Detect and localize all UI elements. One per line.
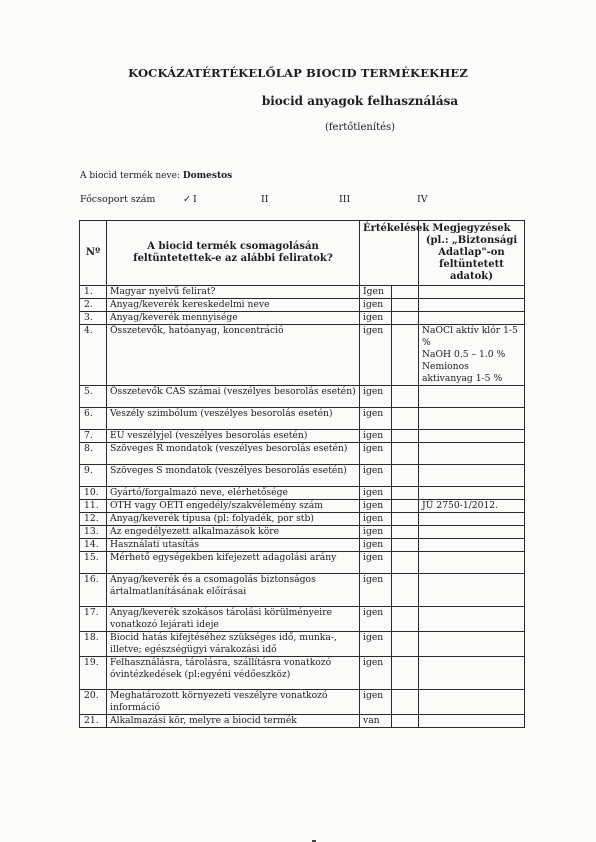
row-question: Anyag/keverék típusa (pl: folyadék, por stb) [107, 513, 360, 526]
row-extra-cell [392, 299, 419, 312]
row-question: Meghatározott környezeti veszélyre vonatkozó információ [107, 690, 360, 715]
table-row [80, 325, 525, 386]
row-remarks [419, 632, 525, 657]
row-remarks [419, 690, 525, 715]
row-remarks [419, 715, 525, 728]
table-row [80, 465, 525, 487]
row-number: 14. [80, 539, 107, 552]
row-evaluation: igen [360, 513, 392, 526]
row-question: Anyag/keverék kereskedelmi neve [107, 299, 360, 312]
row-number: 6. [80, 408, 107, 430]
table-row [80, 500, 525, 513]
row-extra-cell [392, 443, 419, 465]
product-name: Domestos [182, 171, 233, 181]
row-extra-cell [392, 430, 419, 443]
row-evaluation: igen [360, 325, 392, 386]
row-remarks [419, 574, 525, 607]
row-extra-cell [392, 690, 419, 715]
row-number: 19. [80, 657, 107, 690]
group-option-ii: II [261, 194, 269, 205]
row-question: Összetevők, hatóanyag, koncentráció [107, 325, 360, 386]
row-evaluation: igen [360, 574, 392, 607]
table-row [80, 286, 525, 299]
row-evaluation: igen [360, 465, 392, 487]
group-option-i: I [193, 194, 197, 205]
row-number: 15. [80, 552, 107, 574]
row-evaluation: igen [360, 408, 392, 430]
row-remarks [419, 443, 525, 465]
row-question: Magyar nyelvű felirat? [107, 286, 360, 299]
group-option-iv: IV [417, 194, 428, 205]
row-question: Használati utasítás [107, 539, 360, 552]
row-extra-cell [392, 465, 419, 487]
row-evaluation: igen [360, 690, 392, 715]
row-remarks [419, 513, 525, 526]
row-remarks [419, 657, 525, 690]
row-evaluation: van [360, 715, 392, 728]
row-number: 9. [80, 465, 107, 487]
row-question: Felhasználásra, tárolásra, szállításra vonatkozó óvintézkedések (pl:egyéni védőeszköz) [107, 657, 360, 690]
table-row [80, 443, 525, 465]
row-number: 11. [80, 500, 107, 513]
row-number: 2. [80, 299, 107, 312]
row-evaluation: igen [360, 657, 392, 690]
table-row [80, 299, 525, 312]
row-remarks [419, 539, 525, 552]
row-remarks: NaOCl aktív klór 1-5 % NaOH 0.5 – 1.0 % Nemionos aktivanyag 1-5 % [419, 325, 525, 386]
document-title: KOCKÁZATÉRTÉKELŐLAP BIOCID TERMÉKEKHEZ [128, 66, 468, 80]
row-extra-cell [392, 386, 419, 408]
row-remarks [419, 299, 525, 312]
row-question: Az engedélyezett alkalmazások köre [107, 526, 360, 539]
row-number: 16. [80, 574, 107, 607]
group-option-iii: III [339, 194, 351, 205]
row-extra-cell [392, 325, 419, 386]
table-row [80, 657, 525, 690]
row-number: 10. [80, 487, 107, 500]
evaluation-table [79, 220, 525, 728]
row-evaluation: igen [360, 607, 392, 632]
table-row [80, 539, 525, 552]
row-number: 12. [80, 513, 107, 526]
header-question: A biocid termék csomagolásán feltüntetettek-e az alábbi feliratok? [107, 221, 360, 286]
row-number: 17. [80, 607, 107, 632]
row-extra-cell [392, 526, 419, 539]
row-extra-cell [392, 487, 419, 500]
row-evaluation: igen [360, 539, 392, 552]
row-evaluation: igen [360, 632, 392, 657]
row-remarks [419, 386, 525, 408]
row-question: Anyag/keverék és a csomagolás biztonságos ártalmatlanításának előírásai [107, 574, 360, 607]
row-number: 5. [80, 386, 107, 408]
product-label: A biocid termék neve: [80, 171, 180, 181]
row-question: Szöveges S mondatok (veszélyes besorolás esetén) [107, 465, 360, 487]
table-row [80, 715, 525, 728]
check-mark-icon: ✓ [183, 194, 191, 205]
row-remarks [419, 408, 525, 430]
row-question: Összetevők CAS számai (veszélyes besorolás esetén) [107, 386, 360, 408]
document-parenthetical: (fertőtlenítés) [324, 122, 396, 133]
row-question: Anyag/keverék mennyisége [107, 312, 360, 325]
row-question: EU veszélyjel (veszélyes besorolás esetén) [107, 430, 360, 443]
row-number: 1. [80, 286, 107, 299]
row-number: 18. [80, 632, 107, 657]
row-extra-cell [392, 574, 419, 607]
table-row [80, 513, 525, 526]
main-group-row [80, 194, 520, 208]
row-question: Alkalmazási kör, melyre a biocid termék [107, 715, 360, 728]
row-evaluation: igen [360, 526, 392, 539]
header-evaluation: Értékelések [360, 221, 419, 286]
table-row [80, 552, 525, 574]
row-extra-cell [392, 286, 419, 299]
row-evaluation: Igen [360, 286, 392, 299]
row-extra-cell [392, 312, 419, 325]
row-remarks [419, 487, 525, 500]
row-question: Szöveges R mondatok (veszélyes besorolás esetén) [107, 443, 360, 465]
row-remarks [419, 607, 525, 632]
table-header-row [80, 221, 525, 286]
row-question: Biocid hatás kifejtéséhez szükséges idő, munka-, illetve; egészségügyi várakozási idő [107, 632, 360, 657]
row-question: Gyártó/forgalmazó neve, elérhetősége [107, 487, 360, 500]
header-number: Nº [80, 221, 107, 286]
table-row [80, 487, 525, 500]
document-subtitle: biocid anyagok felhasználása [261, 94, 459, 108]
row-evaluation: igen [360, 552, 392, 574]
table-row [80, 312, 525, 325]
row-evaluation: igen [360, 386, 392, 408]
row-extra-cell [392, 657, 419, 690]
row-number: 7. [80, 430, 107, 443]
row-question: OTH vagy OÉTI engedély/szakvélemény szám [107, 500, 360, 513]
row-evaluation: igen [360, 500, 392, 513]
row-extra-cell [392, 632, 419, 657]
row-question: Anyag/keverék szokásos tárolási körülményeire vonatkozó lejárati ideje [107, 607, 360, 632]
row-evaluation: igen [360, 312, 392, 325]
row-question: Mérhető egységekben kifejezett adagolási arány [107, 552, 360, 574]
row-number: 21. [80, 715, 107, 728]
row-evaluation: igen [360, 443, 392, 465]
header-remarks: Megjegyzések (pl.: „Biztonsági Adatlap"-on feltüntetett adatok) [419, 221, 525, 286]
row-number: 20. [80, 690, 107, 715]
row-extra-cell [392, 500, 419, 513]
row-evaluation: igen [360, 430, 392, 443]
row-remarks [419, 312, 525, 325]
row-remarks: JÜ 2750-1/2012. [419, 500, 525, 513]
row-remarks [419, 286, 525, 299]
table-row [80, 607, 525, 632]
row-extra-cell [392, 715, 419, 728]
row-remarks [419, 526, 525, 539]
table-row [80, 574, 525, 607]
row-question: Veszély szimbólum (veszélyes besorolás esetén) [107, 408, 360, 430]
row-extra-cell [392, 607, 419, 632]
table-row [80, 632, 525, 657]
row-evaluation: igen [360, 299, 392, 312]
row-extra-cell [392, 539, 419, 552]
main-group-label: Főcsoport szám [80, 194, 156, 205]
row-extra-cell [392, 552, 419, 574]
row-extra-cell [392, 408, 419, 430]
table-row [80, 526, 525, 539]
table-row [80, 690, 525, 715]
row-number: 13. [80, 526, 107, 539]
table-row [80, 430, 525, 443]
row-number: 3. [80, 312, 107, 325]
row-number: 8. [80, 443, 107, 465]
table-row [80, 386, 525, 408]
row-evaluation: igen [360, 487, 392, 500]
table-body [80, 286, 525, 728]
row-extra-cell [392, 513, 419, 526]
row-remarks [419, 552, 525, 574]
row-remarks [419, 465, 525, 487]
product-line [80, 171, 232, 181]
row-number: 4. [80, 325, 107, 386]
row-remarks [419, 430, 525, 443]
table-row [80, 408, 525, 430]
